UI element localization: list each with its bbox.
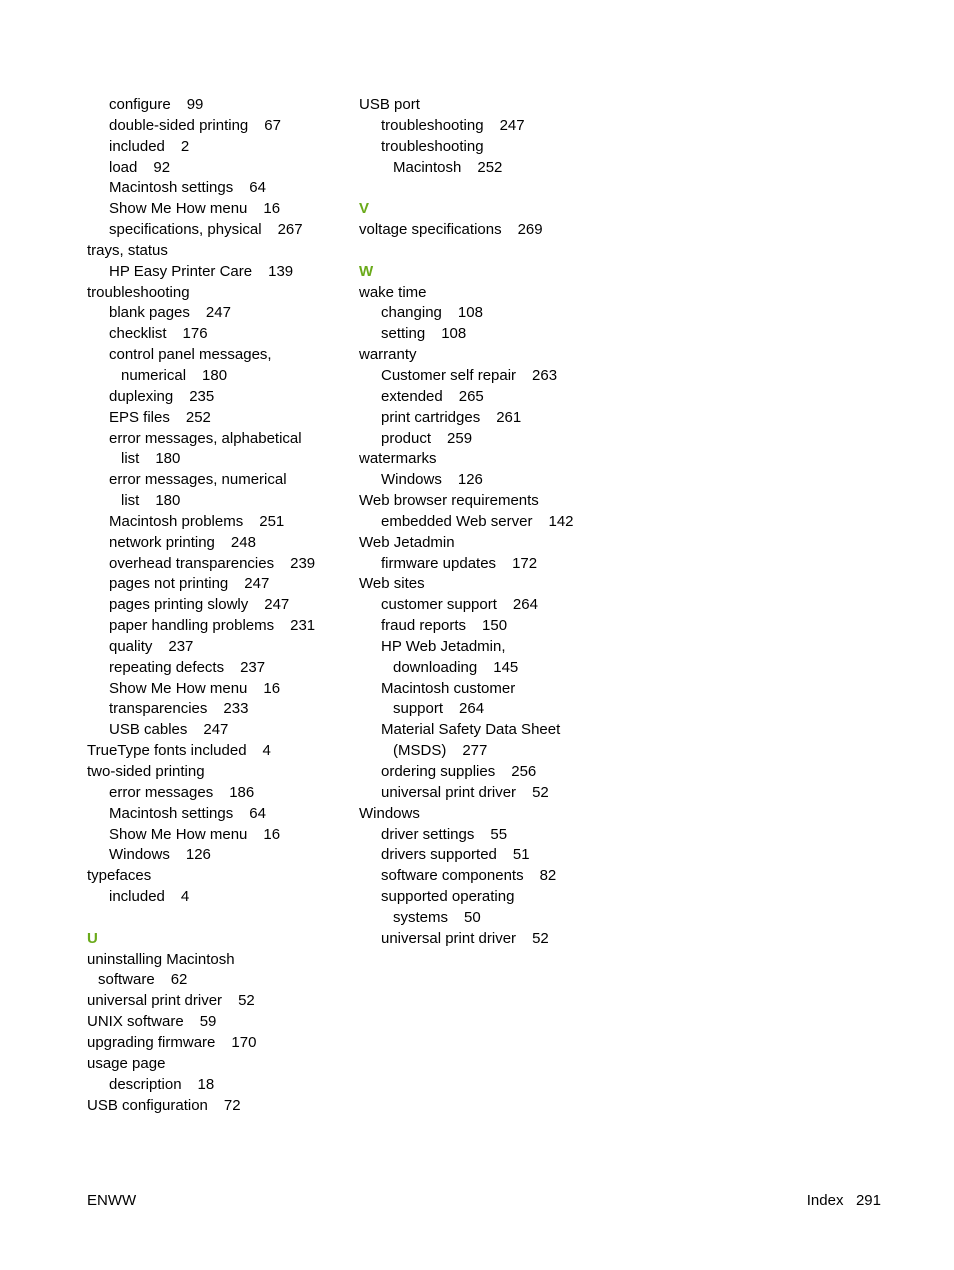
index-page-number: 139 xyxy=(268,262,294,280)
index-term: configure xyxy=(109,96,171,113)
index-term: voltage specifications xyxy=(359,221,502,239)
index-term: driver settings xyxy=(381,825,475,843)
index-entry xyxy=(359,720,659,741)
index-entry xyxy=(87,970,347,991)
index-term: ordering supplies xyxy=(381,763,496,780)
index-entry xyxy=(359,470,659,491)
index-term: error messages, alphabetical xyxy=(109,429,302,447)
index-page-number: 4 xyxy=(262,742,271,760)
index-page-number: 172 xyxy=(512,554,538,572)
index-entry xyxy=(359,366,659,387)
index-entry xyxy=(87,262,347,283)
index-term: Macintosh customer xyxy=(381,679,516,697)
index-entry xyxy=(87,429,347,450)
footer-left-label: ENWW xyxy=(87,1192,137,1209)
index-page-number: 261 xyxy=(496,408,522,426)
index-term: included xyxy=(109,888,165,906)
section-spacer xyxy=(87,908,347,929)
index-entry xyxy=(87,470,347,491)
index-page-number: 62 xyxy=(170,971,188,989)
index-entry xyxy=(359,220,659,241)
index-page-number: 263 xyxy=(532,366,558,384)
index-entry xyxy=(359,429,659,450)
index-term: Macintosh problems xyxy=(109,512,244,530)
index-page-number: 265 xyxy=(458,387,484,405)
index-entry xyxy=(87,178,347,199)
index-term: repeating defects xyxy=(109,658,225,676)
index-term: uninstalling Macintosh xyxy=(87,950,235,968)
index-entry xyxy=(359,303,659,324)
index-page-number: 126 xyxy=(457,471,483,489)
index-term: Material Safety Data Sheet xyxy=(381,721,561,739)
index-term: transparencies xyxy=(109,700,208,718)
index-page-number: 67 xyxy=(264,116,281,134)
index-page-number: 247 xyxy=(244,575,270,593)
index-term: TrueType fonts included xyxy=(87,742,247,760)
index-entry xyxy=(359,408,659,429)
index-page-number: 247 xyxy=(205,304,231,322)
index-term: error messages, numerical xyxy=(109,471,287,489)
index-page-number: 269 xyxy=(517,221,543,239)
index-entry xyxy=(359,762,659,783)
index-entry xyxy=(87,491,347,512)
index-entry xyxy=(87,699,347,720)
index-term: typefaces xyxy=(87,867,152,885)
index-entry xyxy=(359,324,659,345)
index-entry xyxy=(87,408,347,429)
index-entry xyxy=(359,679,659,700)
index-entry xyxy=(87,741,347,762)
index-entry xyxy=(87,825,347,846)
index-term: Web sites xyxy=(359,575,425,593)
index-term: usage page xyxy=(87,1054,166,1072)
index-term: embedded Web server xyxy=(381,512,533,530)
index-page-number: 186 xyxy=(229,783,255,801)
index-entry xyxy=(359,283,659,304)
index-entry xyxy=(359,533,659,554)
index-term: universal print driver xyxy=(381,783,517,801)
index-entry xyxy=(359,345,659,366)
index-entry xyxy=(87,345,347,366)
index-entry xyxy=(87,303,347,324)
index-page-number: 2 xyxy=(180,137,190,155)
index-entry xyxy=(87,533,347,554)
index-page-number: 18 xyxy=(197,1075,215,1093)
index-entry xyxy=(87,1054,347,1075)
index-entry xyxy=(87,866,347,887)
index-entry xyxy=(359,825,659,846)
index-term: load xyxy=(109,158,138,176)
index-term: watermarks xyxy=(359,450,437,468)
index-page-number: 16 xyxy=(263,679,281,697)
index-entry xyxy=(359,866,659,887)
index-term: supported operating xyxy=(381,888,515,906)
index-term: universal print driver xyxy=(381,929,517,947)
index-term: pages printing slowly xyxy=(109,596,249,614)
index-page-number: 50 xyxy=(464,908,481,926)
index-term: Web Jetadmin xyxy=(359,533,455,551)
index-term: extended xyxy=(381,387,443,405)
index-page-number: 251 xyxy=(259,512,285,530)
index-page-number: 145 xyxy=(493,658,519,676)
index-letter-header: U xyxy=(87,929,98,947)
index-term: Show Me How menu xyxy=(109,679,248,697)
index-term: USB port xyxy=(359,96,420,113)
index-page-number: 99 xyxy=(186,96,204,113)
index-term: duplexing xyxy=(109,387,174,405)
index-entry xyxy=(87,1033,347,1054)
index-term: wake time xyxy=(359,283,427,301)
index-page-number: 59 xyxy=(199,1013,217,1031)
index-page-number: 180 xyxy=(155,450,181,468)
index-entry xyxy=(359,116,659,137)
index-term: UNIX software xyxy=(87,1013,184,1031)
index-page-number: 256 xyxy=(511,763,537,780)
index-entry xyxy=(359,699,659,720)
index-page-number: 82 xyxy=(539,867,557,885)
index-entry xyxy=(87,991,347,1012)
index-page-number: 108 xyxy=(457,304,483,322)
index-page-number: 237 xyxy=(240,658,266,676)
index-page-number: 142 xyxy=(548,512,574,530)
index-term: Show Me How menu xyxy=(109,825,248,843)
index-term: numerical xyxy=(121,366,187,384)
index-entry xyxy=(359,741,659,762)
index-entry xyxy=(87,449,347,470)
index-entry xyxy=(359,804,659,825)
index-entry xyxy=(87,595,347,616)
index-page-number: 16 xyxy=(263,825,281,843)
index-term: drivers supported xyxy=(381,846,497,864)
index-page-number: 252 xyxy=(477,158,503,176)
index-term: (MSDS) xyxy=(393,742,447,760)
index-entry xyxy=(87,783,347,804)
index-entry xyxy=(359,137,659,158)
index-page-number: 64 xyxy=(249,179,266,197)
index-entry xyxy=(87,241,347,262)
index-entry xyxy=(87,137,347,158)
index-page-number: 180 xyxy=(202,366,228,384)
index-term: Macintosh settings xyxy=(109,179,234,197)
index-term: troubleshooting xyxy=(381,116,484,134)
index-term: upgrading firmware xyxy=(87,1033,216,1051)
index-page-number: 277 xyxy=(462,742,488,760)
index-page-number: 247 xyxy=(499,116,525,134)
index-page-number: 237 xyxy=(168,637,194,655)
index-entry xyxy=(359,595,659,616)
index-entry xyxy=(87,554,347,575)
index-page-number: 16 xyxy=(263,200,281,218)
index-term: quality xyxy=(109,637,153,655)
index-term: list xyxy=(121,492,140,510)
index-term: customer support xyxy=(381,596,497,614)
index-term: EPS files xyxy=(109,408,170,426)
index-term: software xyxy=(98,971,155,989)
index-page-number: 4 xyxy=(180,888,190,906)
index-term: USB configuration xyxy=(87,1096,208,1114)
index-entry xyxy=(87,845,347,866)
index-entry xyxy=(87,1012,347,1033)
index-entry xyxy=(359,158,659,179)
index-entry xyxy=(87,95,347,116)
index-entry xyxy=(359,554,659,575)
index-term: troubleshooting xyxy=(381,137,484,155)
index-term: product xyxy=(381,429,432,447)
index-entry xyxy=(359,616,659,637)
index-term: list xyxy=(121,450,140,468)
index-page-number: 72 xyxy=(223,1096,241,1114)
index-term: included xyxy=(109,137,165,155)
index-term: pages not printing xyxy=(109,575,229,593)
index-term: network printing xyxy=(109,533,215,551)
index-term: USB cables xyxy=(109,721,188,739)
index-page-number: 264 xyxy=(512,596,538,614)
index-term: Web browser requirements xyxy=(359,492,539,510)
index-entry xyxy=(359,845,659,866)
index-entry xyxy=(87,387,347,408)
index-term: warranty xyxy=(359,346,417,364)
index-page-number: 51 xyxy=(512,846,530,864)
index-page-number: 52 xyxy=(532,929,549,947)
index-entry xyxy=(87,116,347,137)
index-page-number: 233 xyxy=(223,700,249,718)
index-page-number: 180 xyxy=(155,492,181,510)
index-term: Macintosh xyxy=(393,158,462,176)
index-term: Customer self repair xyxy=(381,366,517,384)
index-term: support xyxy=(393,700,444,718)
index-page-number: 259 xyxy=(447,429,473,447)
index-entry xyxy=(359,387,659,408)
index-term: blank pages xyxy=(109,304,190,322)
index-term: software components xyxy=(381,867,524,885)
index-term: control panel messages, xyxy=(109,346,272,364)
index-term: two-sided printing xyxy=(87,763,205,780)
index-entry xyxy=(359,783,659,804)
index-entry xyxy=(87,512,347,533)
index-entry xyxy=(359,887,659,908)
index-entry xyxy=(87,324,347,345)
index-term: HP Easy Printer Care xyxy=(109,262,253,280)
index-entry xyxy=(87,158,347,179)
index-page-number: 52 xyxy=(238,992,255,1010)
index-term: downloading xyxy=(393,658,478,676)
index-term: troubleshooting xyxy=(87,283,190,301)
index-page-number: 247 xyxy=(264,596,290,614)
index-page-number: 231 xyxy=(290,617,316,635)
index-page-number: 170 xyxy=(231,1033,257,1051)
index-entry xyxy=(87,679,347,700)
index-term: Windows xyxy=(359,804,420,822)
index-entry xyxy=(87,887,347,908)
index-page-number: 264 xyxy=(459,700,485,718)
index-term: fraud reports xyxy=(381,617,467,635)
index-page-number: 176 xyxy=(182,325,208,343)
section-spacer xyxy=(359,178,659,199)
index-term: description xyxy=(109,1075,182,1093)
index-page-number: 92 xyxy=(153,158,171,176)
index-term: overhead transparencies xyxy=(109,554,275,572)
index-entry xyxy=(359,95,659,116)
index-entry xyxy=(359,512,659,533)
index-letter-header: V xyxy=(359,200,370,218)
index-page-number: 64 xyxy=(249,804,266,822)
index-term: HP Web Jetadmin, xyxy=(381,637,506,655)
index-term: universal print driver xyxy=(87,992,223,1010)
index-page-number: 252 xyxy=(185,408,211,426)
index-term: paper handling problems xyxy=(109,617,275,635)
index-term: checklist xyxy=(109,325,167,343)
index-entry xyxy=(87,1096,347,1117)
index-page-number: 108 xyxy=(441,325,467,343)
index-entry xyxy=(359,637,659,658)
index-column-right xyxy=(359,95,659,950)
index-term: specifications, physical xyxy=(109,221,262,239)
index-entry xyxy=(87,804,347,825)
index-page-number: 150 xyxy=(482,617,508,635)
index-term: Macintosh settings xyxy=(109,804,234,822)
index-entry xyxy=(87,220,347,241)
index-term: systems xyxy=(393,908,449,926)
index-page-number: 247 xyxy=(203,721,229,739)
index-term: firmware updates xyxy=(381,554,497,572)
section-spacer xyxy=(359,241,659,262)
index-page-number: 55 xyxy=(490,825,508,843)
index-term: double-sided printing xyxy=(109,116,249,134)
index-entry xyxy=(87,658,347,679)
index-page-number: 235 xyxy=(189,387,215,405)
index-entry xyxy=(359,574,659,595)
index-entry xyxy=(87,762,347,783)
index-term: Windows xyxy=(381,471,442,489)
index-term: print cartridges xyxy=(381,408,481,426)
index-page-number: 267 xyxy=(277,221,303,239)
index-entry xyxy=(87,283,347,304)
index-page-number: 239 xyxy=(290,554,316,572)
index-column-left xyxy=(87,95,347,1116)
index-entry xyxy=(359,449,659,470)
index-entry xyxy=(87,950,347,971)
footer-page-label: Index 291 xyxy=(806,1192,881,1209)
index-entry xyxy=(87,366,347,387)
index-entry xyxy=(359,908,659,929)
index-entry xyxy=(87,720,347,741)
index-entry xyxy=(87,637,347,658)
index-term: trays, status xyxy=(87,241,168,259)
index-term: Show Me How menu xyxy=(109,200,248,218)
index-entry xyxy=(359,491,659,512)
index-entry xyxy=(87,574,347,595)
index-page-number: 126 xyxy=(185,846,211,864)
index-page-number: 52 xyxy=(532,783,549,801)
index-entry xyxy=(87,199,347,220)
index-letter-header: W xyxy=(359,262,374,280)
index-term: error messages xyxy=(109,783,214,801)
index-term: setting xyxy=(381,325,426,343)
index-entry xyxy=(359,658,659,679)
index-entry xyxy=(87,616,347,637)
index-page-number: 248 xyxy=(230,533,256,551)
index-term: Windows xyxy=(109,846,170,864)
index-term: changing xyxy=(381,304,442,322)
index-entry xyxy=(359,929,659,950)
index-entry xyxy=(87,1075,347,1096)
